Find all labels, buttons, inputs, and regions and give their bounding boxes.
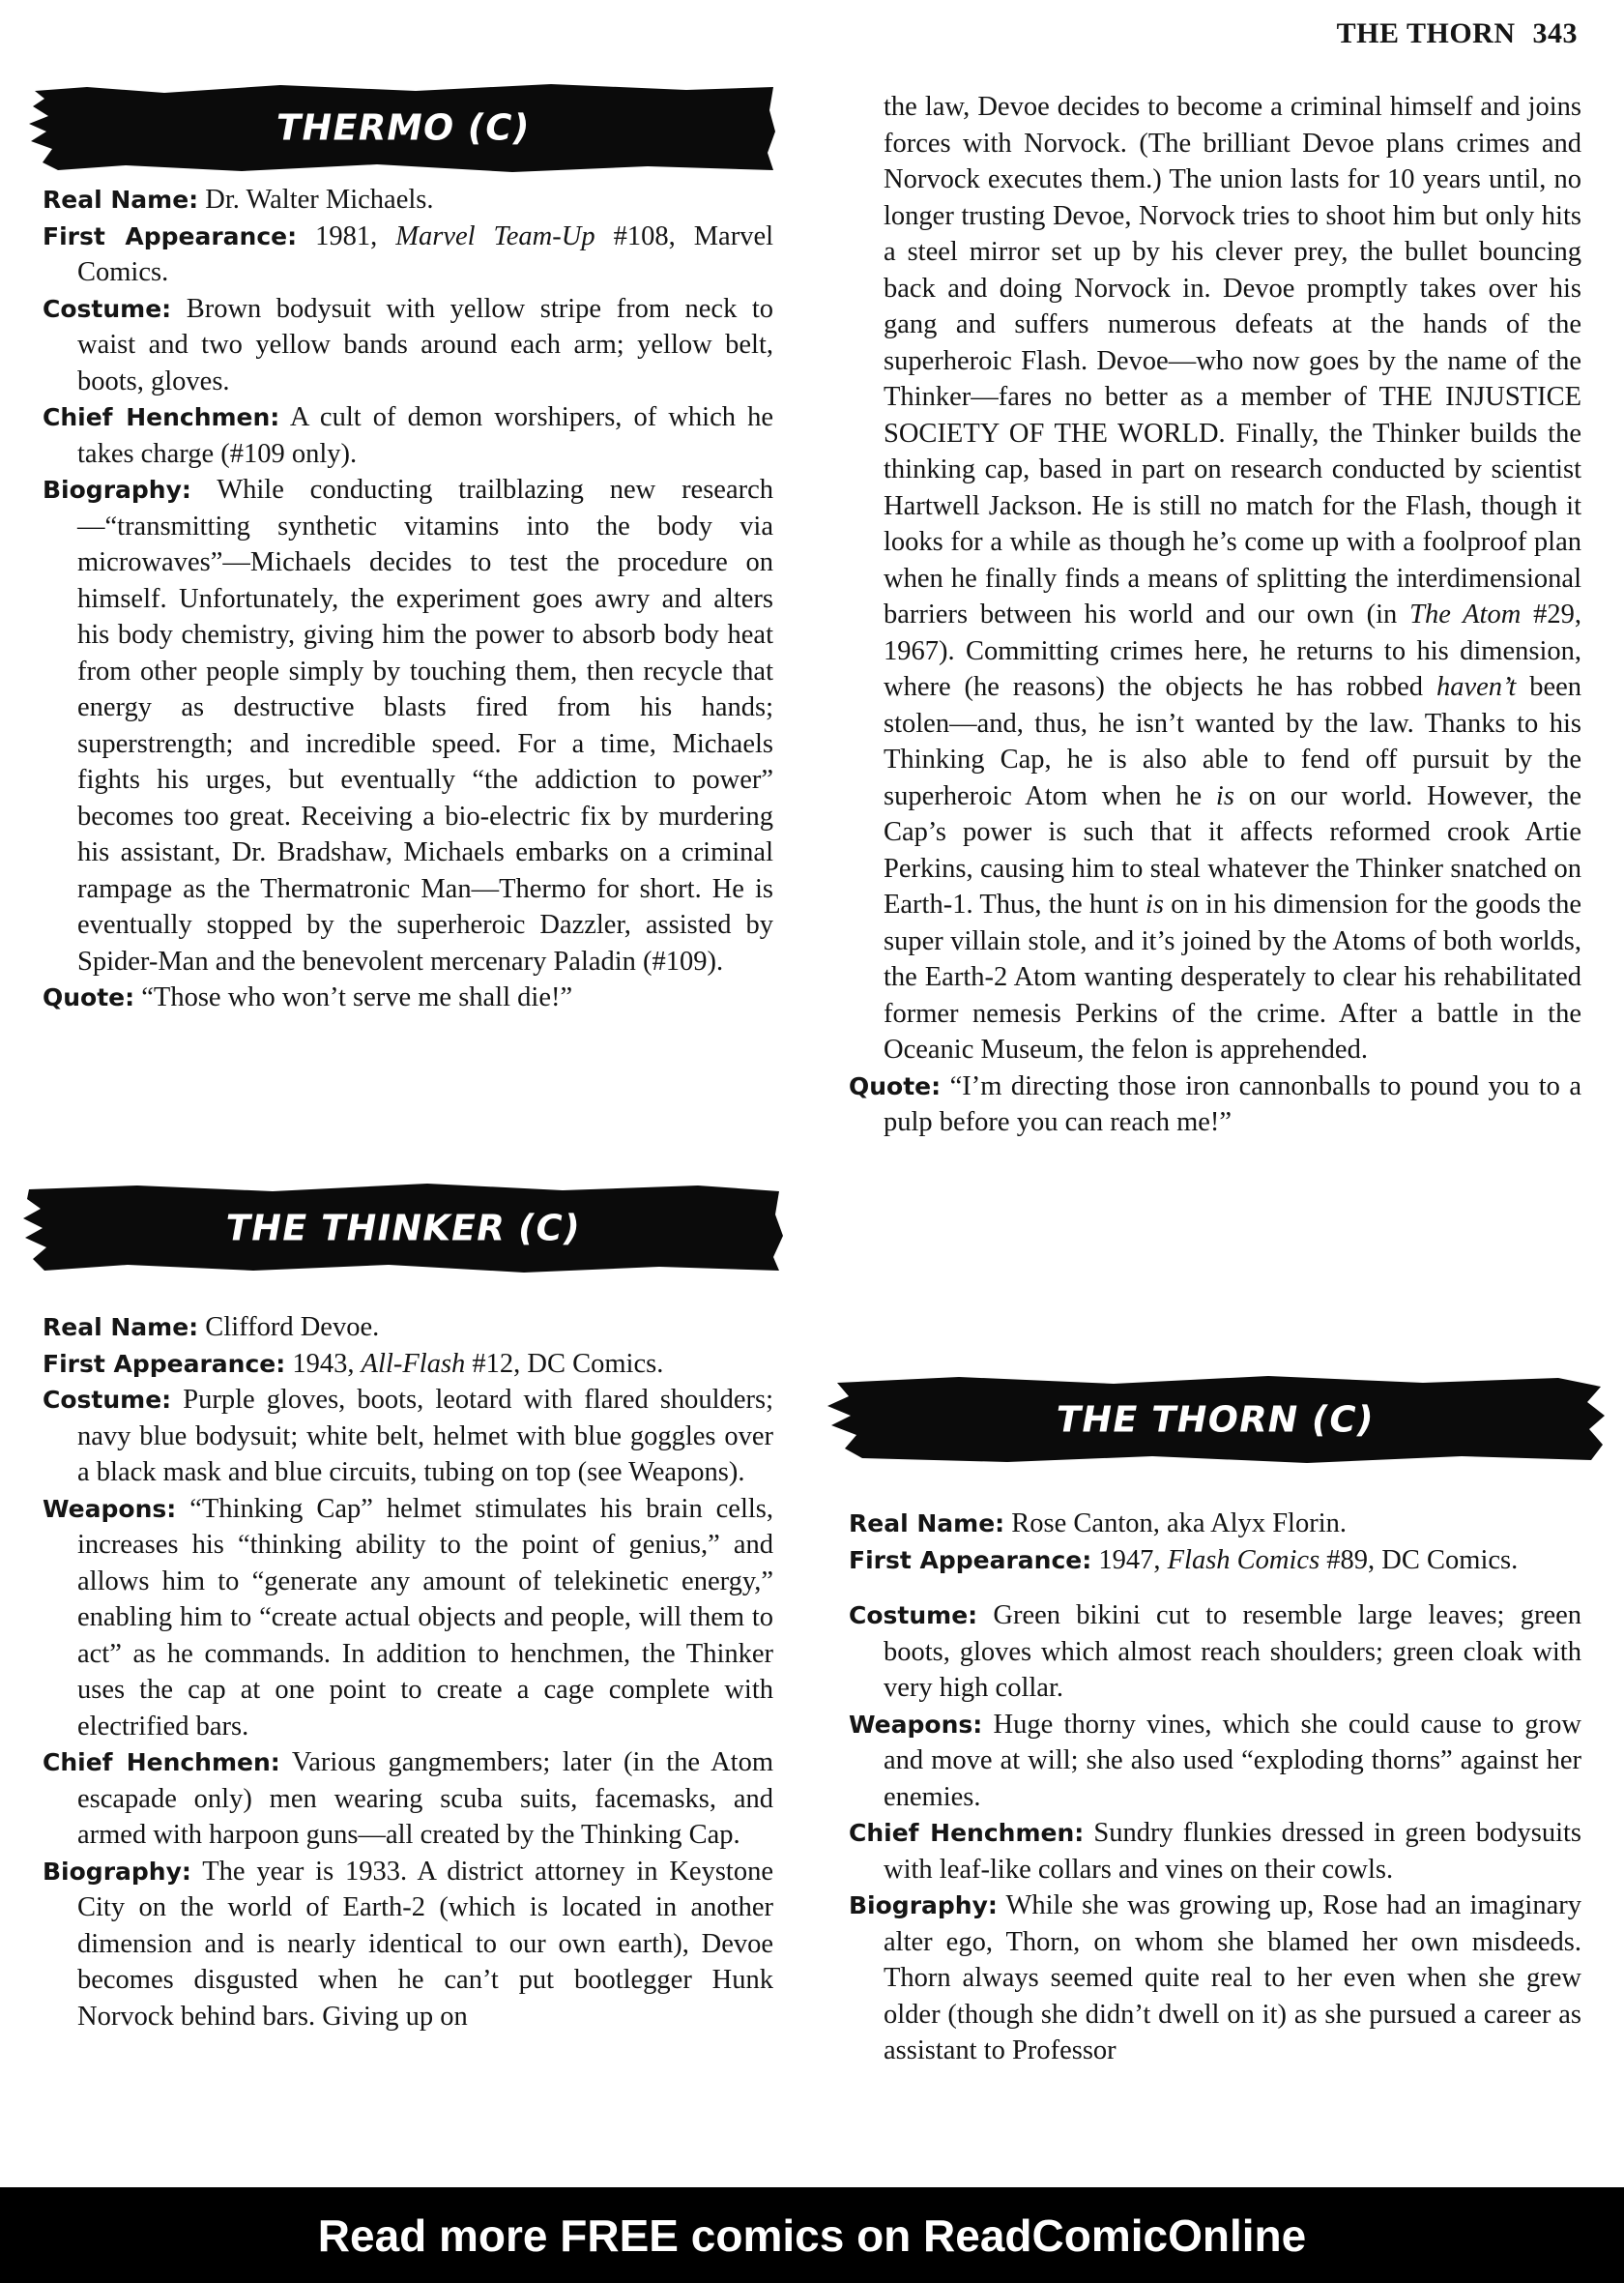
thermo-costume: Costume: Brown bodysuit with yellow stripe from neck to waist and two yellow bands around each arm; yellow belt, boots, gloves. xyxy=(43,293,774,396)
thinker-banner xyxy=(21,1182,785,1274)
thorn-heading: THE THORN (C) xyxy=(1053,1398,1378,1441)
thorn-banner xyxy=(824,1373,1607,1466)
thermo-entry xyxy=(43,182,773,1016)
thinker-entry-continued xyxy=(849,89,1581,1141)
thermo-first-appearance: First Appearance: 1981, Marvel Team-Up #108, Marvel Comics. xyxy=(43,220,774,287)
thinker-weapons: Weapons: “Thinking Cap” helmet stimulates his brain cells, increases his “thinking ability to the point of genius,” and allows him to “generate any amount of telekinetic energy,” enabling him to “create actual objects and people, will them to act” as he commands. In addition to henchmen, the Thinker uses the cap at one point to create a cage complete with electrified bars. xyxy=(43,1493,774,1742)
thinker-henchmen: Chief Henchmen: Various gangmembers; later (in the Atom escapade only) men wearing scuba suits, facemasks, and armed with harpoon guns—all created by the Thinking Cap. xyxy=(43,1747,773,1850)
thorn-biography: Biography: While she was growing up, Rose had an imaginary alter ego, Thorn, on whom she blamed her own misdeeds. Thorn always seemed quite real to her even when she grew older (though she didn’t dwell on it) as she pursued a career as assistant to Professor xyxy=(849,1890,1581,2065)
thinker-first-appearance: First Appearance: 1943, All-Flash #12, DC Comics. xyxy=(43,1348,664,1379)
footer-text[interactable]: Read more FREE comics on ReadComicOnline xyxy=(317,2210,1307,2261)
thinker-biography: Biography: The year is 1933. A district attorney in Keystone City on the world of Earth-2 (which is located in another dimension and is nearly identical to our own earth), Devoe becomes disgusted when he can’t put bootlegger Hunk Norvock behind bars. Giving up on xyxy=(43,1856,773,2032)
thorn-real-name: Real Name: Rose Canton, aka Alyx Florin. xyxy=(849,1508,1348,1538)
page-number: 343 xyxy=(1532,17,1578,49)
thinker-entry xyxy=(43,1309,773,2034)
thinker-heading: THE THINKER (C) xyxy=(221,1207,585,1249)
thorn-weapons: Weapons: Huge thorny vines, which she could cause to grow and move at will; she also used “exploding thorns” against her enemies. xyxy=(849,1709,1582,1812)
thermo-real-name: Real Name: Dr. Walter Michaels. xyxy=(43,185,434,215)
thermo-heading: THERMO (C) xyxy=(273,106,534,149)
thinker-costume: Costume: Purple gloves, boots, leotard with flared shoulders; navy blue bodysuit; white belt, helmet with blue goggles over a black mask and blue circuits, tubing on top (see Weapons). xyxy=(43,1385,774,1487)
thermo-henchmen: Chief Henchmen: A cult of demon worshipers, of which he takes charge (#109 only). xyxy=(43,402,773,469)
running-head xyxy=(1337,17,1578,50)
thorn-costume: Costume: Green bikini cut to resemble large leaves; green boots, gloves which almost reach shoulders; green cloak with very high collar. xyxy=(849,1600,1581,1703)
thorn-first-appearance: First Appearance: 1947, Flash Comics #89, DC Comics. xyxy=(849,1544,1519,1575)
thermo-biography: Biography: While conducting trailblazing new research—“transmitting synthetic vitamins into the body via microwaves”—Michaels decides to test the procedure on himself. Unfortunately, the experiment goes awry and alters his body chemistry, giving him the power to absorb body heat from other people simply by touching them, then recycle that energy as destructive blasts fired from his hands; superstrength; and incredible speed. For a time, Michaels fights his urges, but eventually “the addiction to power” becomes too great. Receiving a bio-electric fix by murdering his assistant, Dr. Bradshaw, Michaels embarks on a criminal rampage as the Thermatronic Man—Thermo for short. He is eventually stopped by the superheroic Dazzler, assisted by Spider-Man and the benevolent mercenary Paladin (#109). xyxy=(43,475,773,977)
thorn-entry xyxy=(849,1506,1581,2069)
thorn-henchmen: Chief Henchmen: Sundry flunkies dressed in green bodysuits with leaf-like collars and vines on their cowls. xyxy=(849,1818,1581,1885)
thinker-quote: Quote: “I’m directing those iron cannonballs to pound you to a pulp before you can reach me!” xyxy=(849,1070,1582,1137)
thermo-quote: Quote: “Those who won’t serve me shall die!” xyxy=(43,982,573,1012)
thinker-biography-continued: the law, Devoe decides to become a criminal himself and joins forces with Norvock. (The brilliant Devoe plans crimes and Norvock executes them.) The union lasts for 10 years until, no longer trusting Devoe, Norvock tries to shoot him but only hits a steel mirror set up by his clever prey, the bullet bouncing back and doing Norvock in. Devoe promptly takes over his gang and suffers numerous defeats at the hands of the superheroic Flash. Devoe—who now goes by the name of the Thinker—fares no better as a member of THE INJUSTICE SOCIETY OF THE WORLD. Finally, the Thinker builds the thinking cap, based in part on research conducted by scientist Hartwell Jackson. He is still no match for the Flash, though it looks for a while as though he’s come up with a foolproof plan when he finally finds a means of splitting the interdimensional barriers between his world and our own (in The Atom #29, 1967). Committing crimes here, he returns to his dimension, where (he reasons) the objects he has robbed haven’t been stolen—and, thus, he isn’t wanted by the law. Thanks to his Thinking Cap, he is also able to fend off pursuit by the superheroic Atom when he is on our world. However, the Cap’s power is such that it affects reformed crook Artie Perkins, causing him to steal whatever the Thinker snatched on Earth-1. Thus, the hunt is on in his dimension for the goods the super villain stole, and it’s joined by the Atoms of both worlds, the Earth-2 Atom wanting desperately to clear his rehabilitated former nemesis Perkins of the crime. After a battle in the Oceanic Museum, the felon is apprehended. xyxy=(884,92,1582,1065)
thermo-banner xyxy=(29,81,777,174)
thinker-real-name: Real Name: Clifford Devoe. xyxy=(43,1312,380,1342)
running-head-title: THE THORN xyxy=(1336,17,1516,49)
footer-banner-link[interactable] xyxy=(0,2187,1624,2283)
